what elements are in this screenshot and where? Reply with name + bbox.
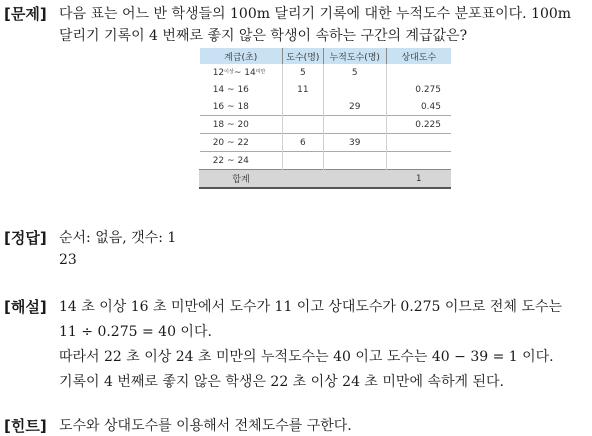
class-cell: 16 ~ 18 (212, 101, 249, 112)
header-cumulative: 누적도수(명) (323, 48, 386, 64)
table-row (200, 134, 452, 152)
total-relative: 1 (386, 170, 451, 189)
problem-line-2: 달리기 기록이 4 번째로 좋지 않은 학생이 속하는 구간의 계급값은? (59, 28, 468, 44)
total-label: 합계 (200, 170, 283, 189)
answer-line-1: 순서: 없음, 갯수: 1 (59, 230, 177, 246)
table-row (200, 81, 452, 98)
relative-cell: 0.275 (386, 81, 451, 98)
frequency-cell (282, 98, 323, 116)
header-class: 계급(초) (200, 48, 283, 64)
cumulative-cell (323, 81, 386, 98)
frequency-cell: 5 (282, 64, 323, 81)
solution-line-2: 11 ÷ 0.275 = 40 이다. (59, 324, 212, 340)
relative-cell (386, 134, 451, 152)
problem-line-1: 다음 표는 어느 반 학생들의 100m 달리기 기록에 대한 누적도수 분포표이다. 100m (59, 6, 572, 22)
total-cumulative (323, 170, 386, 189)
relative-cell: 0.225 (386, 116, 451, 134)
frequency-cell (282, 116, 323, 134)
solution-line-3: 따라서 22 초 이상 24 초 미만의 누적도수는 40 이고 도수는 40 − 39 = 1 이다. (59, 349, 554, 365)
solution-line-1: 14 초 이상 16 초 미만에서 도수가 11 이고 상대도수가 0.275 이므로 전체 도수는 (59, 299, 562, 315)
relative-cell (386, 152, 451, 170)
cumulative-cell: 39 (323, 134, 386, 152)
frequency-cell: 6 (282, 134, 323, 152)
table-total-row (200, 170, 452, 189)
problem-tag: [문제] (4, 5, 47, 23)
table-row (200, 152, 452, 170)
class-cell: 22 ~ 24 (200, 152, 283, 170)
class-cell: 18 ~ 20 (200, 116, 283, 134)
frequency-cell (282, 152, 323, 170)
hint-tag: [힌트] (4, 417, 47, 435)
solution-tag: [해설] (4, 298, 47, 316)
relative-cell: 0.45 (386, 98, 451, 116)
cumulative-frequency-table (199, 48, 451, 189)
header-relative: 상대도수 (386, 48, 451, 64)
cumulative-cell: 5 (323, 64, 386, 81)
total-frequency (282, 170, 323, 189)
hint-line-1: 도수와 상대도수를 이용해서 전체도수를 구한다. (59, 418, 352, 434)
solution-line-4: 기록이 4 번째로 좋지 않은 학생은 22 초 이상 24 초 미만에 속하게 된다. (59, 374, 504, 390)
class-cell: 14 ~ 16 (212, 84, 249, 95)
table-row (200, 116, 452, 134)
table-row (200, 98, 452, 116)
cumulative-cell: 29 (323, 98, 386, 116)
class-cell: $12^{이상}\sim$ $14^{미만}$ (212, 67, 266, 78)
relative-cell (386, 64, 451, 81)
answer-line-2: 23 (59, 252, 77, 268)
cumulative-cell (323, 152, 386, 170)
table-header-row (200, 48, 452, 64)
table-row (200, 64, 452, 81)
frequency-cell: 11 (282, 81, 323, 98)
class-cell: 20 ~ 22 (200, 134, 283, 152)
header-frequency: 도수(명) (282, 48, 323, 64)
cumulative-cell (323, 116, 386, 134)
answer-tag: [정답] (4, 229, 47, 247)
